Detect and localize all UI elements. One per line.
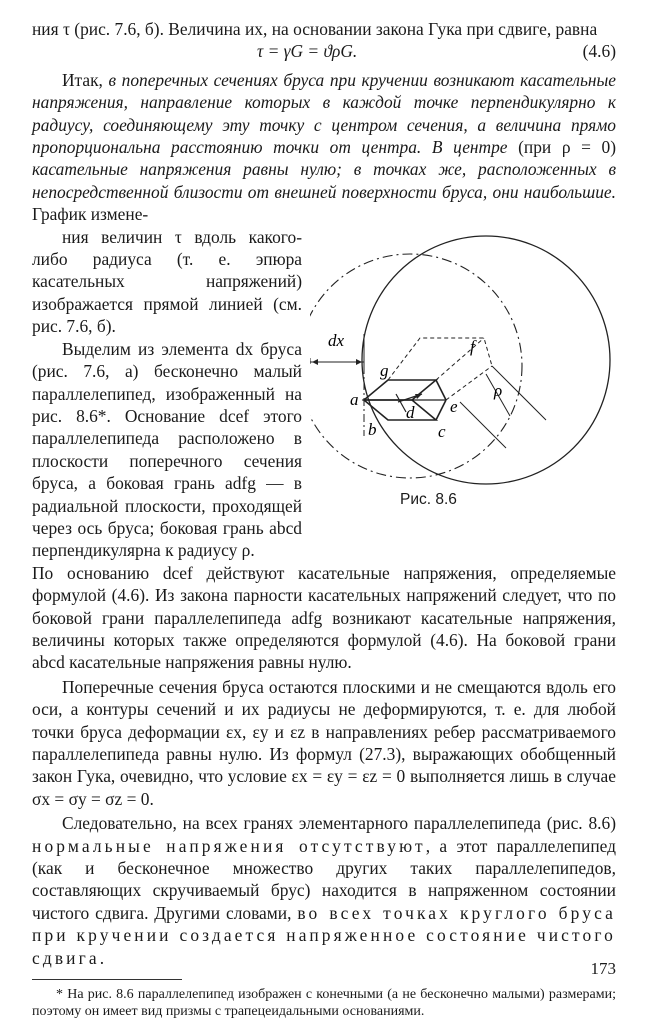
label-b: b xyxy=(368,419,377,439)
outer-circle xyxy=(362,236,610,484)
top-line: ния τ (рис. 7.6, б). Величина их, на основании закона Гука при сдвиге, равна xyxy=(32,19,598,39)
prism-edge-1 xyxy=(436,380,446,400)
prism-edge-2 xyxy=(436,400,446,420)
figure-drawing xyxy=(310,226,616,526)
prism-face-top xyxy=(364,380,436,400)
itak-tail: График измене- xyxy=(32,204,149,225)
footnote: * На рис. 8.6 параллелепипед изображен с конечными (а не бесконечно малыми) размерами; поэтому он имеет вид призмы с трапецеидальными основаниями. xyxy=(32,987,616,1020)
prism-face-bottom xyxy=(364,400,436,420)
label-g: g xyxy=(380,360,389,380)
itak-italic-1: в поперечных сечениях бруса при кручении возникают касательные напряжения, направление которых в каждой точке перпендикулярно к радиусу, соединяющему эту точку с центром сечения, а величина прямо пропорциональна расстоянию точки от центра. В центре xyxy=(32,69,616,158)
dashed-f xyxy=(436,338,484,380)
dashdot-circle xyxy=(310,254,522,478)
wrap-paragraph-1: ния величин τ вдоль какого-либо радиуса (т. е. эпюра касательных напряжений) изображается прямой линией (см. рис. 7.6, б). xyxy=(32,226,302,337)
dashed-e xyxy=(446,366,492,400)
conclusion-spaced-2: во всех точках круглого бруса при кручении создается напряженное состояние чистого сдвига. xyxy=(32,902,616,968)
label-f: f xyxy=(470,336,475,356)
paragraph-itak xyxy=(32,69,616,226)
page-number: 173 xyxy=(590,959,616,978)
formula-number: (4.6) xyxy=(582,41,616,62)
wrap-paragraph-2: Выделим из элемента dx бруса (рис. 7.6, а) бесконечно малый параллелепипед, изображенный на рис. 8.6*. Основание dcef этого параллелепипеда расположено в плоскости поперечного сечения бруса, а боковая грань adfg — в радиальной плоскости, проходящей через ось бруса; боковая грань abcd перпендикулярна к радиусу ρ. xyxy=(32,338,302,561)
conclusion-start: Следовательно, на всех гранях элементарного параллелепипеда (рис. 8.6) xyxy=(62,813,616,834)
label-dx: dx xyxy=(328,330,345,350)
label-a: a xyxy=(350,389,359,409)
figure-8-6 xyxy=(310,226,616,526)
wrapped-column xyxy=(32,226,302,562)
rho-line-2 xyxy=(460,402,506,448)
conclusion-spaced-1: нормальные напряжения отсутствуют xyxy=(32,835,426,856)
formula-expression: τ = γG = ϑρG. xyxy=(257,41,358,62)
dashed-top xyxy=(388,338,492,380)
paragraph-after-figure: По основанию dcef действуют касательные напряжения, определяемые формулой (4.6). Из закона парности касательных напряжений следует, что по боковой грани параллелепипеда adfg возникают касательные напряжения, величины которых также определяются формулой (4.6). На боковой грани abcd касательные напряжения равны нулю. xyxy=(32,562,616,673)
paragraph-sections: Поперечные сечения бруса остаются плоскими и не смещаются вдоль его оси, а контуры сечений и их радиусы не деформируются, т. е. для любой точки бруса деформации εx, εy и εz в направлениях ребер рассматриваемого параллелепипеда равны нулю. Из формул (27.3), выражающих обобщенный закон Гука, очевидно, что условие εx = εy = εz = 0 выполняется лишь в случае σx = σy = σz = 0. xyxy=(32,676,616,809)
formula-4-6 xyxy=(32,40,616,62)
figure-caption: Рис. 8.6 xyxy=(400,490,457,508)
label-d: d xyxy=(406,402,415,422)
paragraph-conclusion xyxy=(32,812,616,969)
label-c: c xyxy=(438,421,446,441)
footnote-rule xyxy=(32,979,182,980)
itak-start: Итак, xyxy=(62,69,109,90)
conclusion-mid: , а этот параллелепипед (как и бесконечное множество других таких параллелепипедов, составляющих скручиваемый брус) находится в напряженном состоянии чистого сдвига. Другими словами, xyxy=(32,835,616,923)
tau-arrow-2 xyxy=(396,394,406,412)
label-e: e xyxy=(450,396,458,416)
itak-paren: (при ρ = 0) xyxy=(507,137,616,158)
page xyxy=(32,18,616,1020)
itak-italic-2: касательные напряжения равны нулю; в точках же, расположенных в непосредственной близости от внешней поверхности бруса, они наибольшие. xyxy=(32,159,616,202)
label-rho: ρ xyxy=(494,380,503,400)
